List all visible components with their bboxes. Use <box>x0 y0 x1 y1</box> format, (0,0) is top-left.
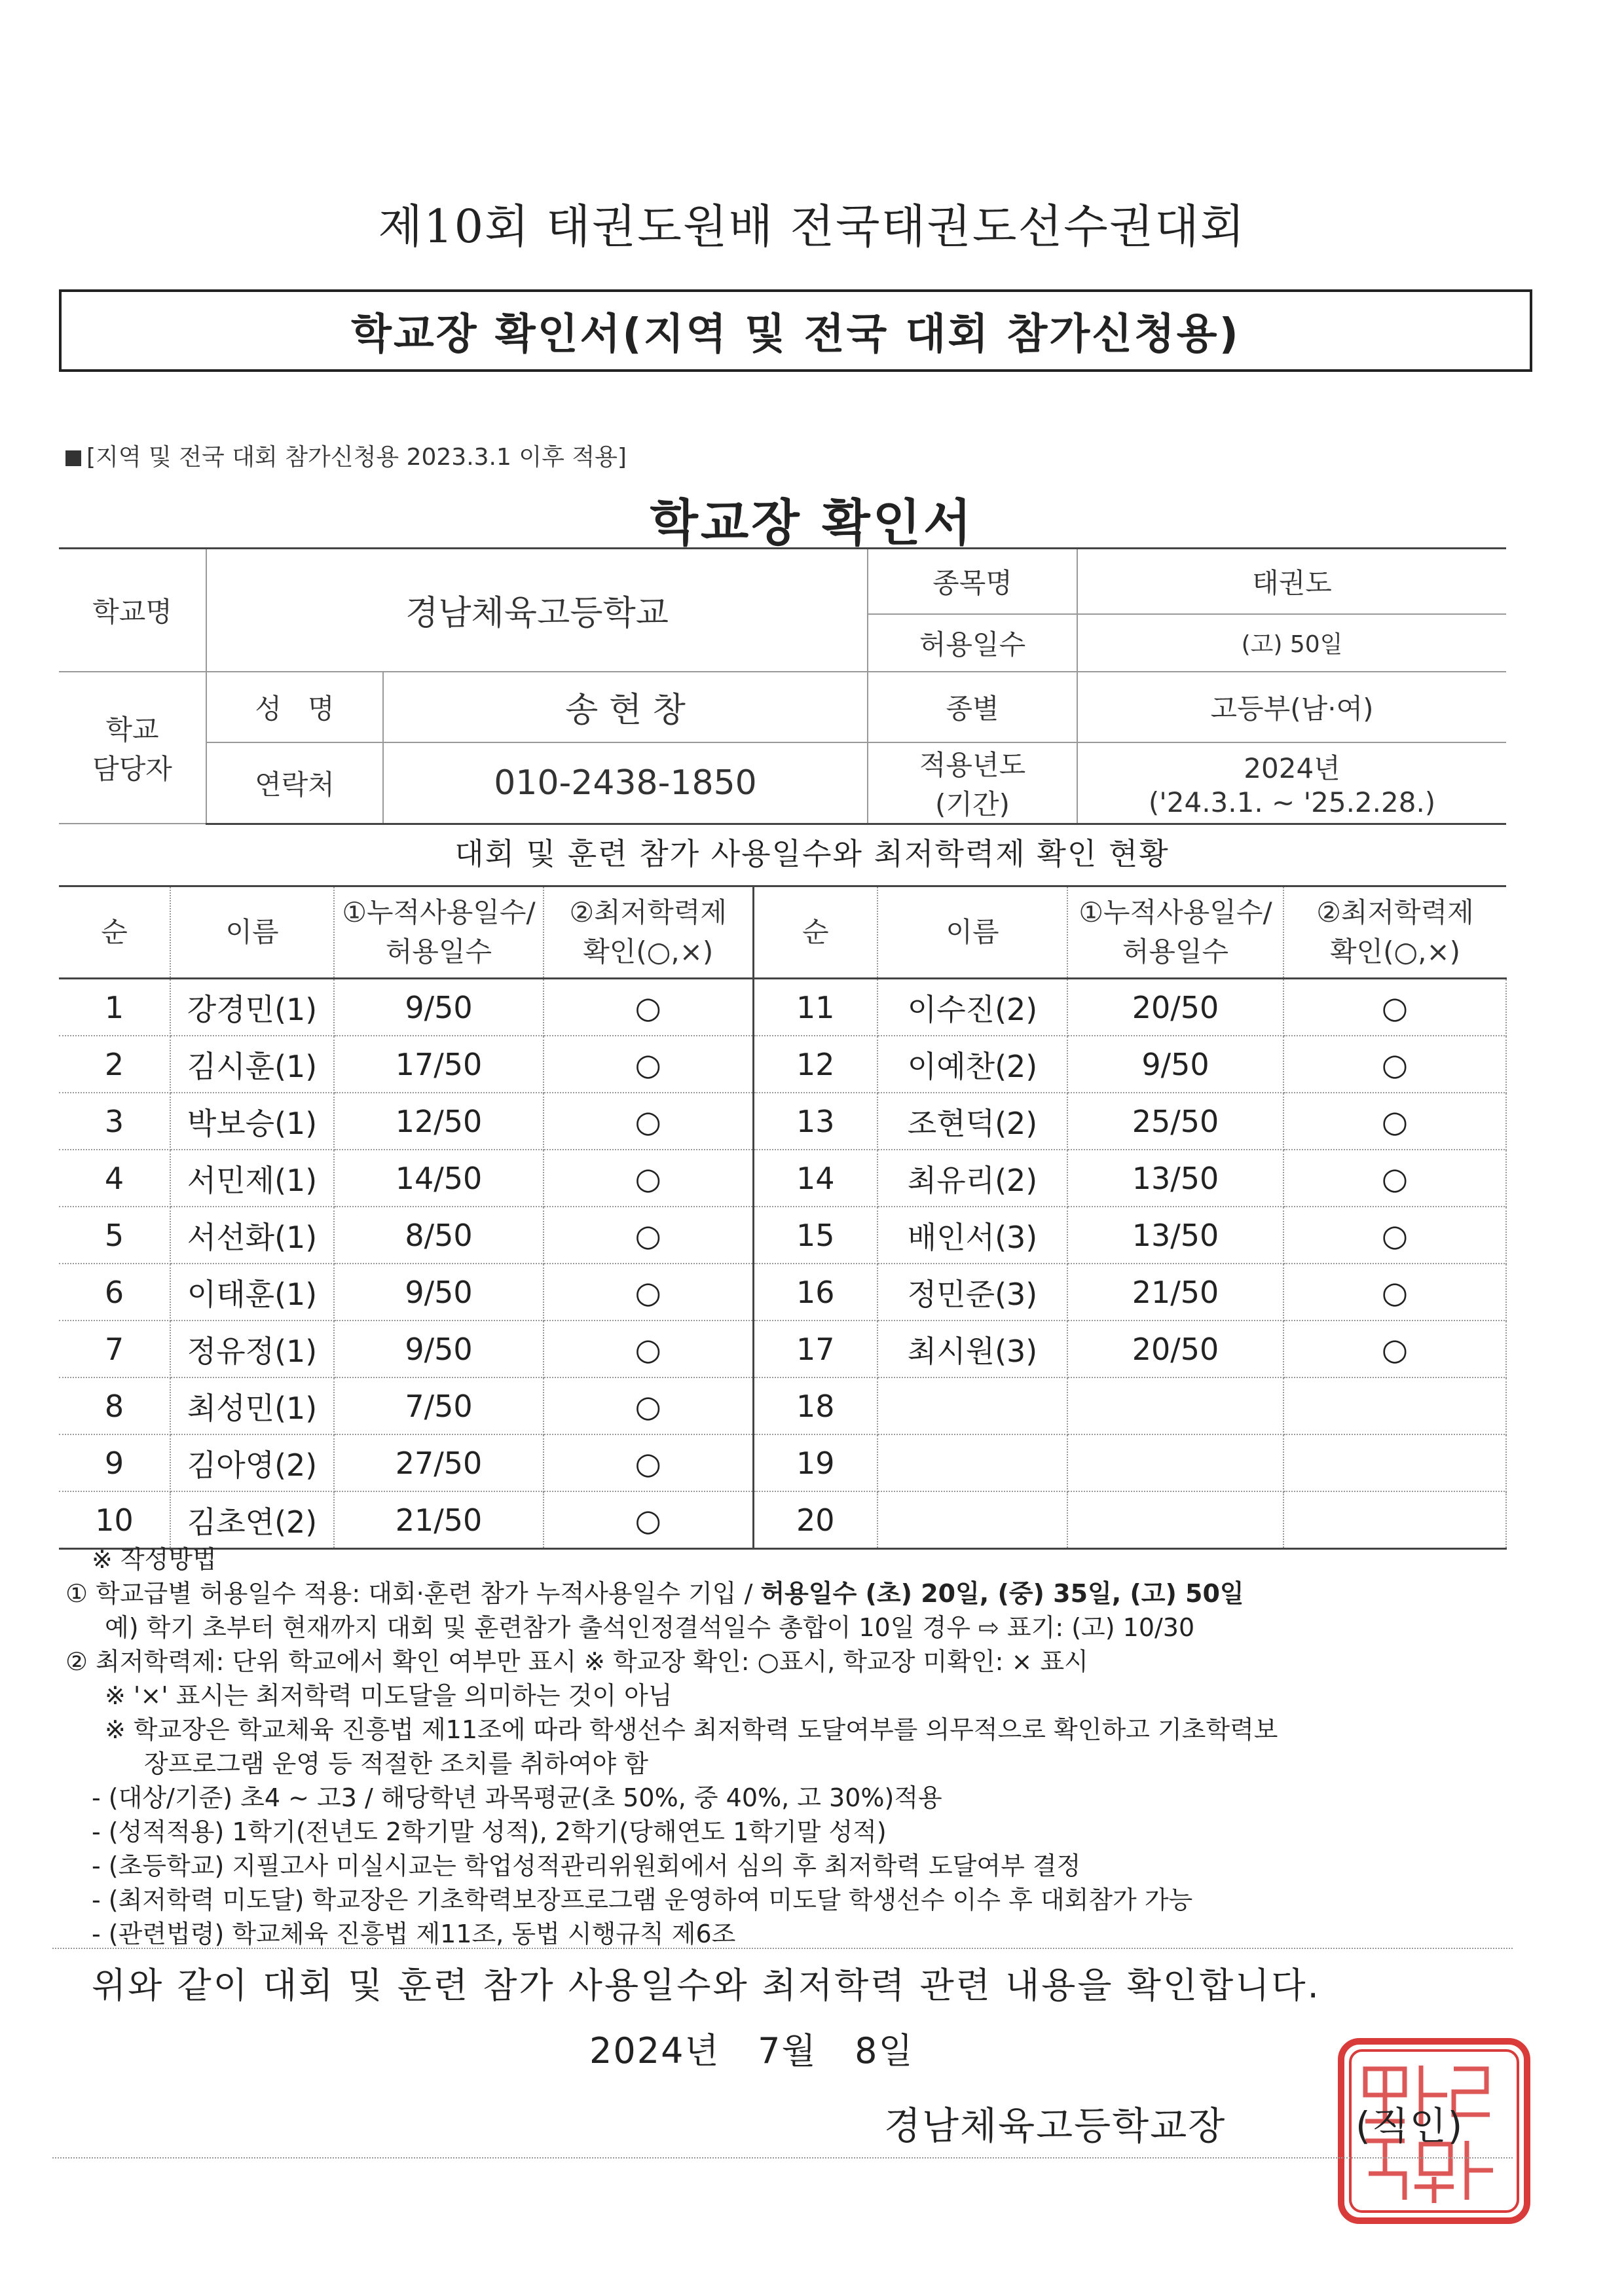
used-days: 27/50 <box>334 1434 544 1491</box>
header-days-line1: ①누적사용일수/ <box>342 896 536 928</box>
used-days: 12/50 <box>334 1093 544 1150</box>
used-days: 20/50 <box>1067 979 1283 1036</box>
notes-line: - (성적적용) 1학기(전년도 2학기말 성적), 2학기(당해연도 1학기말 성적) <box>92 1817 887 1846</box>
row-number: 15 <box>753 1207 877 1264</box>
row-number: 5 <box>59 1207 170 1264</box>
row-number: 14 <box>753 1150 877 1207</box>
student-name: 서민제(1) <box>170 1150 334 1207</box>
student-name: 김시훈(1) <box>170 1036 334 1093</box>
min-academic-check: ○ <box>1283 1207 1506 1264</box>
min-academic-check: ○ <box>544 979 753 1036</box>
used-days: 13/50 <box>1067 1150 1283 1207</box>
table-row <box>59 1036 1506 1093</box>
student-name: 정유정(1) <box>170 1321 334 1377</box>
student-name: 서선화(1) <box>170 1207 334 1264</box>
contact-group-label <box>59 672 206 824</box>
table-row <box>59 1377 1506 1434</box>
notes-line: ② 최저학력제: 단위 학교에서 확인 여부만 표시 ※ 학교장 확인: ○표시, 학교장 미확인: × 표시 <box>65 1647 1088 1676</box>
student-name: 김아영(2) <box>170 1434 334 1491</box>
notes-line: ※ '×' 표시는 최저학력 미도달을 의미하는 것이 아님 <box>105 1681 673 1710</box>
student-name: 최시원(3) <box>877 1321 1067 1377</box>
min-academic-check: ○ <box>544 1434 753 1491</box>
header-check-right <box>1283 886 1506 979</box>
principal-name: 경남체육고등학교장 <box>884 2104 1227 2148</box>
event-title: 제10회 태권도원배 전국태권도선수권대회 <box>378 200 1246 253</box>
min-academic-check <box>1283 1434 1506 1491</box>
notes-line: - (초등학교) 지필고사 미실시교는 학업성적관리위원회에서 심의 후 최저학력 도달여부 결정 <box>92 1851 1081 1880</box>
notes-line1b: 허용일수 (초) 20일, (중) 35일, (고) 50일 <box>760 1579 1244 1608</box>
status-title: 대회 및 훈련 참가 사용일수와 최저학력제 확인 현황 <box>454 836 1170 871</box>
year-label-2: (기간) <box>935 788 1010 820</box>
header-check-line1: ②최저학력제 <box>569 896 727 928</box>
divider <box>52 1948 1513 1949</box>
scope-note <box>65 439 627 472</box>
contact-group-label-1: 학교 <box>105 713 159 746</box>
row-number: 8 <box>59 1377 170 1434</box>
writing-instructions <box>65 1542 1545 1951</box>
status-table <box>59 885 1507 1550</box>
row-number: 6 <box>59 1264 170 1321</box>
used-days: 9/50 <box>1067 1036 1283 1093</box>
student-name <box>877 1377 1067 1434</box>
table-row <box>59 1491 1506 1549</box>
header-check-line1: ②최저학력제 <box>1316 896 1474 928</box>
student-name: 정민준(3) <box>877 1264 1067 1321</box>
used-days <box>1067 1377 1283 1434</box>
min-academic-check: ○ <box>1283 979 1506 1036</box>
header-check <box>544 886 753 979</box>
school-label: 학교명 <box>59 549 206 672</box>
header-check-line2: 확인(○,×) <box>1329 936 1461 968</box>
notes-heading: ※ 작성방법 <box>92 1545 217 1574</box>
sport-value: 태권도 <box>1077 549 1506 614</box>
document-title: 학교장 확인서(지역 및 전국 대회 참가신청용) <box>351 310 1240 359</box>
school-info-table <box>59 547 1506 825</box>
sport-label: 종목명 <box>868 549 1077 614</box>
row-number: 20 <box>753 1491 877 1549</box>
used-days: 8/50 <box>334 1207 544 1264</box>
student-name: 이수진(2) <box>877 979 1067 1036</box>
min-academic-check: ○ <box>544 1491 753 1549</box>
student-name <box>877 1491 1067 1549</box>
table-row <box>59 1264 1506 1321</box>
year-value: 2024년 <box>1244 752 1340 784</box>
name-value: 송 현 창 <box>383 672 868 742</box>
min-academic-check: ○ <box>1283 1321 1506 1377</box>
student-name: 배인서(3) <box>877 1207 1067 1264</box>
min-academic-check: ○ <box>1283 1093 1506 1150</box>
period-value: ('24.3.1. ~ '25.2.28.) <box>1148 786 1436 818</box>
seal-label: (직인) <box>1356 2104 1464 2148</box>
table-row <box>59 1321 1506 1377</box>
row-number: 12 <box>753 1036 877 1093</box>
min-academic-check: ○ <box>1283 1264 1506 1321</box>
row-number: 2 <box>59 1036 170 1093</box>
used-days: 9/50 <box>334 1321 544 1377</box>
used-days <box>1067 1434 1283 1491</box>
row-number: 11 <box>753 979 877 1036</box>
notes-line: - (관련법령) 학교체육 진흥법 제11조, 동법 시행규칙 제6조 <box>92 1920 736 1948</box>
name-label: 성 명 <box>206 672 383 742</box>
student-name: 조현덕(2) <box>877 1093 1067 1150</box>
row-number: 9 <box>59 1434 170 1491</box>
min-academic-check: ○ <box>544 1207 753 1264</box>
row-number: 18 <box>753 1377 877 1434</box>
student-name: 김초연(2) <box>170 1491 334 1549</box>
header-days-line1: ①누적사용일수/ <box>1079 896 1272 928</box>
row-number: 4 <box>59 1150 170 1207</box>
min-academic-check: ○ <box>544 1036 753 1093</box>
student-name: 강경민(1) <box>170 979 334 1036</box>
header-name: 이름 <box>170 886 334 979</box>
year-label <box>868 742 1077 824</box>
min-academic-check <box>1283 1491 1506 1549</box>
table-row <box>59 1093 1506 1150</box>
header-no: 순 <box>59 886 170 979</box>
notes-line: 예) 학기 초부터 현재까지 대회 및 훈련참가 출석인정결석일수 총합이 10일 경우 ⇨ 표기: (고) 10/30 <box>105 1613 1195 1642</box>
used-days: 9/50 <box>334 979 544 1036</box>
year-value-cell <box>1077 742 1506 824</box>
row-number: 3 <box>59 1093 170 1150</box>
phone-label: 연락처 <box>206 742 383 824</box>
used-days: 25/50 <box>1067 1093 1283 1150</box>
used-days: 17/50 <box>334 1036 544 1093</box>
row-number: 17 <box>753 1321 877 1377</box>
row-number: 16 <box>753 1264 877 1321</box>
confirmation-statement: 위와 같이 대회 및 훈련 참가 사용일수와 최저학력 관련 내용을 확인합니다. <box>92 1965 1321 2006</box>
min-academic-check: ○ <box>1283 1150 1506 1207</box>
form-title: 학교장 확인서 <box>650 494 974 552</box>
min-academic-check: ○ <box>544 1264 753 1321</box>
used-days: 20/50 <box>1067 1321 1283 1377</box>
student-name <box>877 1434 1067 1491</box>
student-name: 박보승(1) <box>170 1093 334 1150</box>
table-row <box>59 1207 1506 1264</box>
min-academic-check: ○ <box>544 1377 753 1434</box>
signing-date: 2024년 7월 8일 <box>589 2030 914 2071</box>
header-days-line2: 허용일수 <box>1122 936 1229 968</box>
square-bullet-icon <box>65 450 81 466</box>
table-row <box>59 1434 1506 1491</box>
used-days <box>1067 1491 1283 1549</box>
notes-line: ※ 학교장은 학교체육 진흥법 제11조에 따라 학생선수 최저학력 도달여부를 의무적으로 확인하고 기초학력보 <box>105 1715 1278 1744</box>
min-academic-check: ○ <box>544 1093 753 1150</box>
row-number: 19 <box>753 1434 877 1491</box>
allowed-days-value: (고) 50일 <box>1077 614 1506 672</box>
min-academic-check: ○ <box>1283 1036 1506 1093</box>
min-academic-check: ○ <box>544 1321 753 1377</box>
row-number: 7 <box>59 1321 170 1377</box>
header-days <box>334 886 544 979</box>
division-label: 종별 <box>868 672 1077 742</box>
student-name: 이태훈(1) <box>170 1264 334 1321</box>
row-number: 1 <box>59 979 170 1036</box>
used-days: 9/50 <box>334 1264 544 1321</box>
notes-line1a: ① 학교급별 허용일수 적용: 대회·훈련 참가 누적사용일수 기입 / <box>65 1579 761 1608</box>
divider <box>52 2157 1513 2159</box>
header-no-right: 순 <box>753 886 877 979</box>
row-number: 10 <box>59 1491 170 1549</box>
used-days: 21/50 <box>334 1491 544 1549</box>
student-name: 최성민(1) <box>170 1377 334 1434</box>
notes-line: - (대상/기준) 초4 ~ 고3 / 해당학년 과목평균(초 50%, 중 40%, 고 30%)적용 <box>92 1783 942 1812</box>
allowed-days-label: 허용일수 <box>868 614 1077 672</box>
header-check-line2: 확인(○,×) <box>583 936 714 968</box>
used-days: 7/50 <box>334 1377 544 1434</box>
notes-line <box>65 1576 1545 1611</box>
header-days-right <box>1067 886 1283 979</box>
student-name: 최유리(2) <box>877 1150 1067 1207</box>
table-row <box>59 979 1506 1036</box>
phone-value: 010-2438-1850 <box>383 742 868 824</box>
table-row <box>59 1150 1506 1207</box>
row-number: 13 <box>753 1093 877 1150</box>
min-academic-check <box>1283 1377 1506 1434</box>
document-title-box <box>59 289 1532 372</box>
school-value: 경남체육고등학교 <box>206 549 868 672</box>
contact-group-label-2: 담당자 <box>92 752 172 785</box>
division-value: 고등부(남·여) <box>1077 672 1506 742</box>
notes-line: 장프로그램 운영 등 적절한 조치를 취하여야 함 <box>144 1749 648 1778</box>
used-days: 13/50 <box>1067 1207 1283 1264</box>
scope-note-text: [지역 및 전국 대회 참가신청용 2023.3.1 이후 적용] <box>86 444 627 471</box>
header-name-right: 이름 <box>877 886 1067 979</box>
used-days: 21/50 <box>1067 1264 1283 1321</box>
min-academic-check: ○ <box>544 1150 753 1207</box>
notes-line: - (최저학력 미도달) 학교장은 기초학력보장프로그램 운영하여 미도달 학생선수 이수 후 대회참가 가능 <box>92 1886 1193 1914</box>
year-label-1: 적용년도 <box>919 748 1026 781</box>
student-name: 이예찬(2) <box>877 1036 1067 1093</box>
used-days: 14/50 <box>334 1150 544 1207</box>
header-days-line2: 허용일수 <box>385 936 492 968</box>
